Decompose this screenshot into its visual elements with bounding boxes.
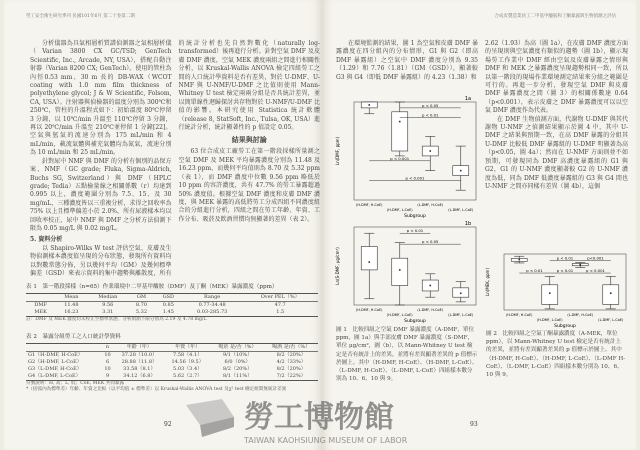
table-note: 符號說明：H, 高；L, 低；CoE, MEK 共同暴露 <box>26 381 125 386</box>
box-3 <box>422 136 438 170</box>
cell: 16.23 <box>64 309 79 315</box>
cell: 5.32 <box>135 309 148 315</box>
figure-2-boxplot <box>482 248 630 328</box>
cell: 11.48 <box>64 302 79 308</box>
cell: 10 <box>104 352 111 358</box>
p-value-label: p < 0.001 <box>405 175 425 181</box>
box-4 <box>603 276 619 308</box>
right-column-2 <box>485 40 628 191</box>
p-value-label: p < 0.05 <box>422 102 439 108</box>
figure-label: 1a <box>464 96 472 102</box>
table-note: *（括弧內為標準差）年齡、年資之比較（以平均值 ± 標準差）以 Kruskal-Wallis ANOVA test 及χ² test 檢定組間無統計差異 <box>26 387 287 392</box>
cell: G2（H-DMF, L-CoE） <box>28 359 82 365</box>
table-row <box>26 373 318 381</box>
p-value-label: p<0.001 <box>587 255 604 261</box>
right-column-1 <box>336 40 478 82</box>
cell: 0.77-34.48 <box>198 302 226 308</box>
plot-frame <box>354 102 476 200</box>
paragraph: 在環境監測的結果，圖 1 為空氣和皮膚 DMF 暴露濃度在四分組內的分布情形，G1 與 G2（即高 DMF 暴露組）之空氣中 DMF 濃度分別為 9.35（1.29）和 7.76（1.81）（GM（GSD）），顯著較 G3 與 G4（即低 DMF 暴露組）的 4.23（1.38）和 <box>336 40 478 81</box>
cell: 8/1（11%） <box>222 373 253 379</box>
cell: 28.88（11.8） <box>121 359 158 365</box>
section-heading: 5. 資料分析 <box>30 236 63 244</box>
th: GSD <box>162 294 175 300</box>
cell: 6/0（0%） <box>224 359 251 365</box>
cell: 1.5 <box>276 309 285 315</box>
box-1 <box>511 256 527 263</box>
right-page <box>322 0 636 450</box>
cell: 14.56（9.5） <box>171 359 204 365</box>
cell: 5.62（2.7） <box>173 373 203 379</box>
figure-2-caption: 圖 2 比較四組之空氣丁酮暴露濃度（A-MEK，單位 ppm），以 Mann-Whitney U test 檢定是否有統計上的差異，並將有差異顯著差異的 p 值標示於圖上。其中（H-DMF, H-CoE）、（H-DMF, L-CoE）、（L-DMF H-CoE）、（L-DMF, L-CoE）四組樣本數分別為 10、6、10 與 9。 <box>486 331 626 379</box>
th: 年齡（年） <box>126 344 152 350</box>
box-3 <box>422 274 438 297</box>
table-caption: 表 1 第一階段採樣（n=65）作業環境中二甲基甲醯胺（DMF）及丁酮（MEK）暴露濃度（ppm） <box>26 284 278 290</box>
x-tick-label: (L-DMF, L-CoE) <box>448 313 474 317</box>
table-2 <box>26 334 318 393</box>
p-value-label: p < 0.01 <box>526 268 543 274</box>
cell: 5.03（3.4） <box>173 366 203 372</box>
x-tick-label: (H-DMF, H-CoE) <box>356 203 383 207</box>
left-page <box>4 0 322 450</box>
box-4 <box>453 282 469 302</box>
cell: 8/2（20%） <box>276 366 306 372</box>
cell: 8/2（20%） <box>276 352 306 358</box>
results-heading: 結果與討論 <box>231 135 267 145</box>
box-1 <box>361 102 377 114</box>
paragraph: 63 位合成皮工廠勞工在第一階段採樣所量測之空氣 DMF 及 MEK 平均暴露濃度分別為 11.48 及 16.23 ppm，而幾何平均值則為 8.70 及 5.32 ppm（表 1），而 DMF 濃度中位數 9.56 ppm 略低於 10 ppm 的容許濃度，共有 47.7% 的勞工暴露超過 50% 濃度值。根據空氣 DMF 濃度和皮膚 DMF 濃度，與 MEK 暴露的高低將勞工分成四組不同濃度組合的分組進行分析，四組之間在勞工年齡、年資、工作分布、吸菸及飲酒習慣均無顯著的差異（表 2）。 <box>178 148 320 223</box>
th: n <box>105 344 110 350</box>
th <box>26 294 55 302</box>
cell: 6 <box>105 359 110 365</box>
x-tick-label: (H-DMF, L-CoE) <box>386 208 413 212</box>
watermark-subtext: TAIWAN KAOHSIUNG MUSEUM OF LABOR <box>244 436 408 445</box>
p-value-label: p < 0.001 <box>390 155 410 161</box>
th: Range <box>204 294 221 300</box>
cell: G1（H-DMF, H-CoE） <box>28 352 83 358</box>
paragraph: 以 Shapiro-Wilks W test 評估空氣、皮膚及生物偵測樣本濃度值呈現的分布狀態，發現所有資料均以對數常態分佈，另以幾何平均（GM）及幾何標準偏差（GSD）來表示資料的集中趨勢與離散度，所有的統計分析也先自然對數化（naturally log-transformed）後再進行分析。針對空氣 DMF 及皮膚 DMF 濃度，空氣 MEK 濃度兩組之間進行相關性分析，以 Kruskal-Wallis ANOVA 檢定四組勞工之間的人口統計學資料是否有差異，對於 U-DMF、U-NMF 與 U-NMF/U-DMF 之比值則使用 Mann-Whitney U test 檢定兩兩分組是否具統計差異，並以簡單線性迴歸探討共存物對於 U-NMF/U-DMF 比值的影響。本研究使用 Statistica 統計軟體（release 8, StatSoft, Inc., Tulsa, OK, USA）進行統計分析，統計顯著性的 p 值設定 0.05。 <box>30 40 320 277</box>
th: 喝酒 是/否（%） <box>272 344 311 350</box>
cell: 8/2（20%） <box>222 366 253 372</box>
page-number: 93 <box>470 421 478 428</box>
cell: 3.31 <box>102 309 114 315</box>
x-tick-label: (L-DMF, H-CoE) <box>567 313 594 317</box>
x-tick-label: (H-DMF, L-CoE) <box>386 313 413 317</box>
p-value-label: p < 0.01 <box>556 268 574 274</box>
paragraph: 2.62（1.93）為高（圖 1a），在皮膚 DMF 濃度方面的呈現則與空氣濃度有類似的趨勢（圖 1b），顯示現場勞工作業中 DMF 經由空氣及皮膚暴露之情形與 DMF 和 MEK 之暴露濃度呈現趨勢相同一致，所以以第一階段的現場作業環境測定結果來分組之範圍是可行的。再進一步分析，發現空氣 DMF 與皮膚 DMF 暴露濃度之間（圖 3）的相關係數達 0.64（p<0.001），表示皮膚之 DMF 暴露濃度可以以空氣 DMF 濃度作為代表。 <box>485 40 628 115</box>
cell: 1.45 <box>162 309 174 315</box>
cell: DMF <box>34 302 47 308</box>
cell: 7.58（4.1） <box>173 352 203 358</box>
table-1 <box>26 284 318 323</box>
table-row <box>26 352 318 360</box>
cell: 37.28（10.0） <box>121 352 158 358</box>
cell: 8.70 <box>135 302 148 308</box>
th: Over PEL（%） <box>260 294 300 300</box>
p-value-label: p < 0.01 <box>422 112 439 118</box>
x-axis-label: Subgroup <box>554 324 576 328</box>
th: Median <box>98 294 118 300</box>
cell: 4/2（33%） <box>276 359 306 365</box>
box-2 <box>392 102 408 156</box>
cell: 34.12（6.8） <box>123 373 156 379</box>
figure-1a-boxplot <box>332 94 480 218</box>
cell: 9 <box>105 373 110 379</box>
running-header-right: 合成皮製造業員工二甲基甲醯胺和丁酮暴露與生物偵測之評估 <box>494 14 616 19</box>
cell: 47.7 <box>274 302 286 308</box>
p-value-label: p < 0.05 <box>422 239 439 245</box>
figure-label: 1b <box>464 221 472 227</box>
th: 吸菸 是/否（%） <box>218 344 257 350</box>
cell: 7/2（22%） <box>276 373 306 379</box>
th: Mean <box>64 294 79 300</box>
x-tick-label: (L-DMF, H-CoE) <box>417 203 444 207</box>
box-4 <box>453 146 469 190</box>
table-row <box>26 366 318 373</box>
table-caption: 表 2 暴露分組勞工之人口統計學資料 <box>26 334 121 340</box>
left-text-columns <box>30 40 320 280</box>
cell: 0.85 <box>162 302 174 308</box>
figure-1b-boxplot <box>332 219 480 323</box>
x-tick-label: (H-DMF, H-CoE) <box>356 308 383 312</box>
cell: 0.03-285.73 <box>196 309 228 315</box>
watermark-text: 勞工博物館 <box>244 400 394 435</box>
x-tick-label: (L-DMF, L-CoE) <box>448 208 474 212</box>
figure-1-caption: 圖 1 比較四組之空氣 DMF 暴露濃度（A-DMF，單位 ppm，圖 1a）與手部皮膚 DMF 暴露濃度（S-DMF，單位 μg/cm²，圖（b），以 Mann-Whitney U test 檢定是否有統計上的差異，並將有差異顯著差異的 p 值標示於圖上。其中（H-DMF, H-CoE）、（H-DMF, L-CoE）、（L-DMF, H-CoE）、（L-DMF, L-CoE）四組樣本數分別為 10、6、10 與 9。 <box>336 327 478 383</box>
th <box>26 344 101 352</box>
cell: G3（L-DMF, H-CoE） <box>28 366 82 372</box>
running-header-left: 勞工安全衛生研究季刊 民國101年6月 第二十卷第二期 <box>26 14 135 19</box>
table-row <box>26 302 318 310</box>
y-axis-label: Ln(DMF, ppm) <box>335 136 340 166</box>
table-row <box>26 309 318 317</box>
box-1 <box>361 233 377 299</box>
box-3 <box>572 262 588 267</box>
x-tick-label: (H-DMF, H-CoE) <box>506 313 533 317</box>
table-row <box>26 359 318 366</box>
cell: 9/1（10%） <box>222 352 253 358</box>
x-axis-label: Subgroup <box>404 319 426 323</box>
th: 年資（年） <box>175 344 201 350</box>
x-axis-label: Subgroup <box>404 214 426 218</box>
cell: 33.58（8.1） <box>123 366 156 372</box>
y-axis-label: Ln(S-DMF, μg/cm²) <box>335 247 340 285</box>
th: GM <box>136 294 146 300</box>
box-2 <box>392 243 408 305</box>
y-axis-label: Ln(MEK, ppm) <box>485 267 490 297</box>
p-value-label: p < 0.01 <box>556 255 574 261</box>
paragraph: 在 DMF 生物偵測方面，代謝物 U-DMF 與其代謝物 U-NMF 之偵測結果顯示於圖 4 中，其中 U-DMF 之結果與預期一致，在高 DMF 暴露的分組其 U-DMF 比較低 DMF 暴露組的 U-DMF 明顯著為高（p<0.05，圖 4a）；然而在 U-NMF 方面則並不如預期，可發現同為 DMF 高濃度暴露組的 G1 與 G2，G1 的 U-NMF 濃度顯著較 G2 的 U-NMF 濃度為低，同為 DMF 低濃度暴露組的 G3 與 G4 間也 U-NMF 之間亦同樣有差異（圖 4b），這個 <box>485 115 628 190</box>
box-2 <box>542 276 558 308</box>
cell: 9.56 <box>102 302 114 308</box>
table-note: 註：DMF 及 MEK 濃度均未校正至標準狀態，分析偵測下限分別為 2.19 及 4.78 mg/L <box>26 317 207 322</box>
x-tick-label: (L-DMF, L-CoE) <box>598 318 624 322</box>
cell: G4（L-DMF, L-CoE） <box>28 373 81 379</box>
p-value-label: p < 0.01 <box>406 228 424 234</box>
p-value-label: p < 0.001 <box>586 268 605 274</box>
cell: 10 <box>104 366 111 372</box>
page-number: 92 <box>164 421 172 428</box>
paragraph: 針對尿中 NMF 與 DMF 的分析有個別的品保方案，NMF（GC grade; Fluka, Sigma-Aldrich, Buchs SG, Switzerland）與 DMF（HPLC grade; Tedia）五點檢量線之相關係數（r）均達到 0.995 以上，濃度範圍分別為 7.5、15、及 30 mg/mL，三種濃度皆以三重複分析，求得之回收率為 75% 以上且標準偏差小於 2.0%，所有尿液樣本均以回收率校正，尿中 NMF 與 DMF 之分析方法偵測下限為 0.05 mg/L 與 0.02 mg/L。 <box>30 157 172 232</box>
paragraph: 分析儀器為具氣相層析質譜偵測器之氣相層析儀（Varian 3800 CX GC/TSD; GenTech Scientific, Inc., Arcade, NY, USA），搭配自動注射器（Varian 8200 CX; GenTech）。使用的管柱為內徑0.53 mm、30 m 長的 DB-WAX（WCOT coating with 1.0 mm film thickness of polyethylene glycol; J & W Scientific, Folsom, CA, USA）。注射器與偵檢器的溫度分別為 300℃和 250℃，管柱的升溫程式如下：初始溫度 80℃停留 3 分鐘，以 10℃/min 升溫至 110℃停留 3 分鐘，再以 20℃/min 升溫至 210℃並停留 1 分鐘[22]。空氣與氫氣的流速分別為 175 mL/min 和 4 mL/min，載流氣體與補充氣體均為氮氣，流速分別為 10 mL/min 和 25 mL/min。 <box>30 40 172 157</box>
x-tick-label: (L-DMF, H-CoE) <box>417 308 444 312</box>
cell: MEK <box>34 309 47 315</box>
x-tick-label: (H-DMF, L-CoE) <box>536 318 563 322</box>
